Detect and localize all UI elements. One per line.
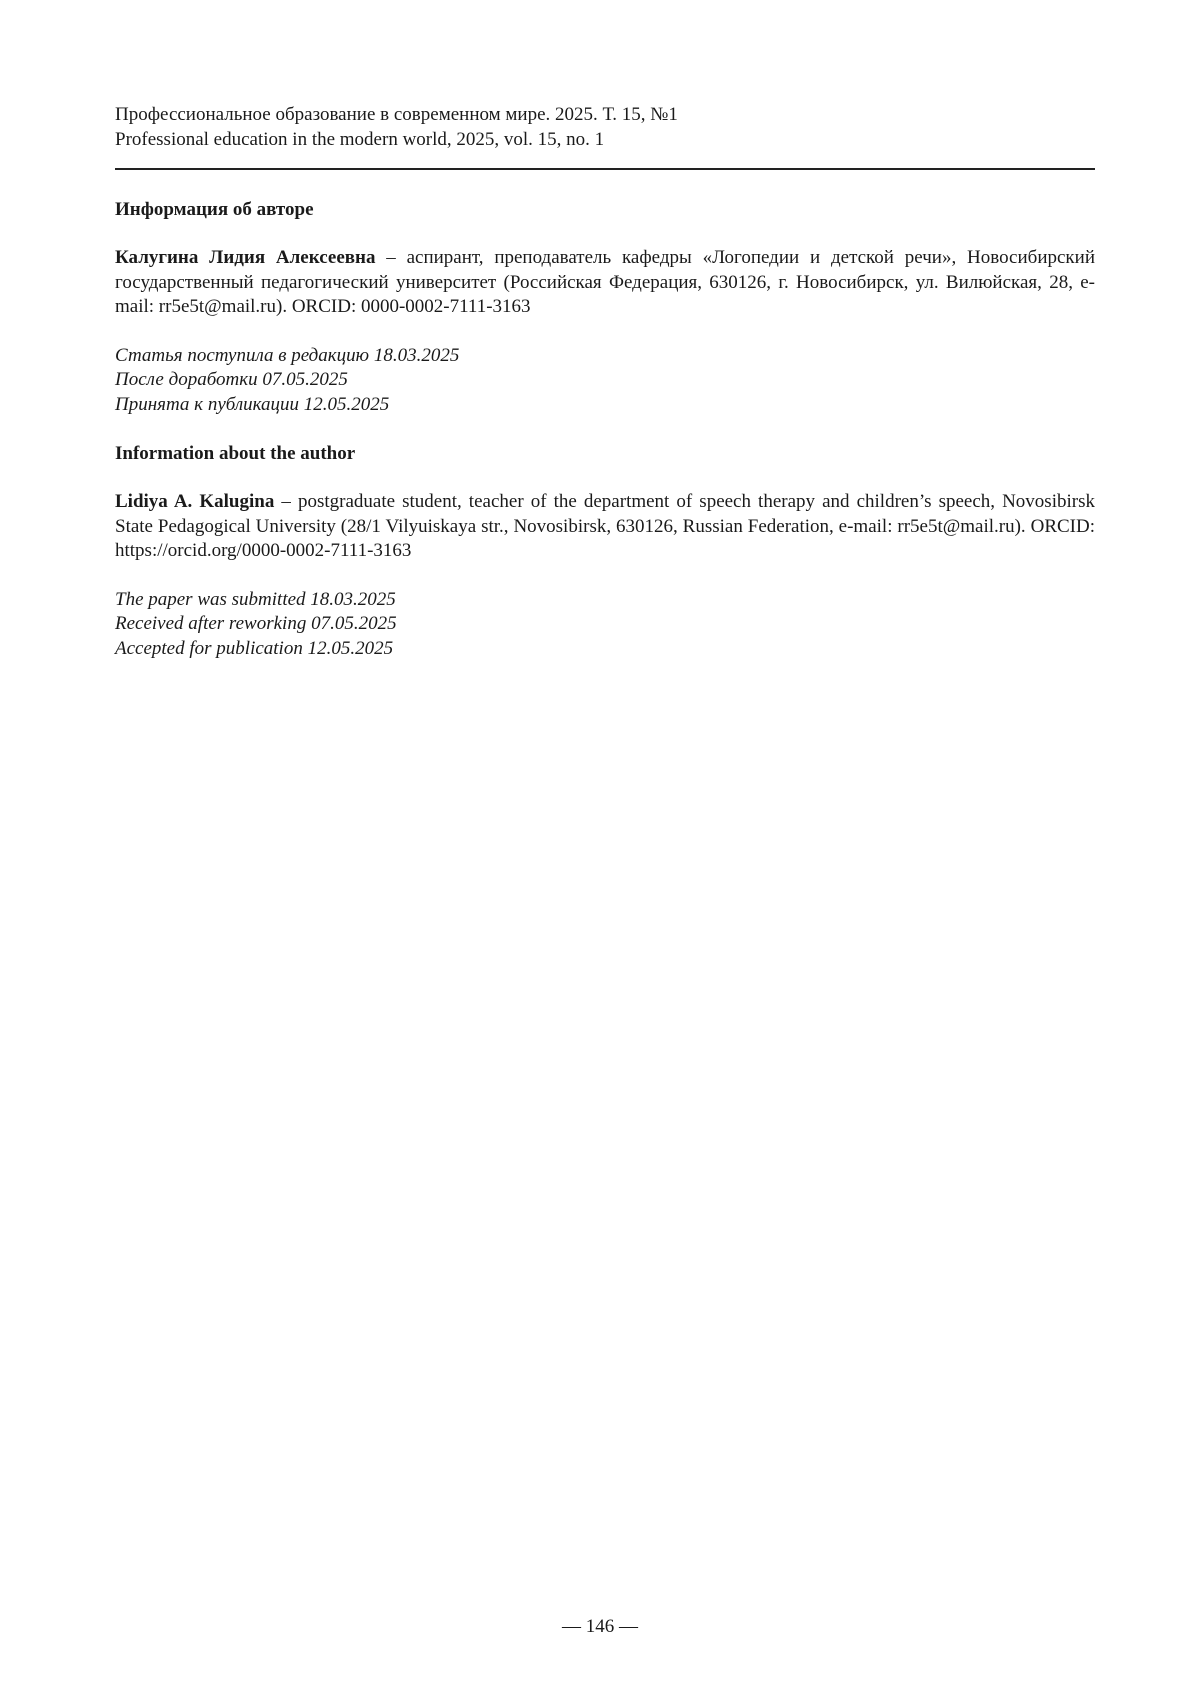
journal-title-ru: Профессиональное образование в современном мире. 2025. Т. 15, №1 — [115, 104, 678, 125]
header-divider — [115, 168, 1095, 170]
author-info-heading-ru: Информация об авторе — [115, 199, 314, 220]
revised-date-ru: После доработки 07.05.2025 — [115, 369, 348, 390]
author-bio-ru — [115, 246, 1095, 320]
submitted-date-en: The paper was submitted 18.03.2025 — [115, 588, 396, 610]
author-bio-en — [115, 490, 1095, 564]
document-page — [115, 102, 1095, 661]
author-info-heading-en: Information about the author — [115, 443, 356, 464]
author-name-en: Lidiya A. Kalugina — [115, 491, 275, 512]
article-dates-en — [115, 588, 1095, 662]
journal-title-en: Professional education in the modern world, 2025, vol. 15, no. 1 — [115, 129, 605, 150]
running-head — [115, 102, 1095, 152]
page-number: — 146 — — [562, 1616, 638, 1637]
accepted-date-en: Accepted for publication 12.05.2025 — [115, 637, 394, 659]
article-dates-ru — [115, 344, 1095, 418]
author-description-en: – postgraduate student, teacher of the department of speech therapy and children’s speech, Novosibirsk State Pedagogical University (28/1 Vilyuiskaya str., Novosibirsk, 630126, Russian Federation, e-mail: rr5e5t@mail.ru). ORCID: https://orcid.org/0000-0002-7111-3163 — [115, 491, 1095, 561]
accepted-date-ru: Принята к публикации 12.05.2025 — [115, 393, 390, 415]
submitted-date-ru: Статья поступила в редакцию 18.03.2025 — [115, 344, 460, 366]
author-description-ru: – аспирант, преподаватель кафедры «Логопедии и детской речи», Новосибирский государственный педагогический университет (Российская Федерация, 630126, г. Новосибирск, ул. Вилюйская, 28, e-mail: rr5e5t@mail.ru). ORCID: 0000-0002-7111-3163 — [115, 247, 1095, 317]
revised-date-en: Received after reworking 07.05.2025 — [115, 613, 397, 634]
author-name-ru: Калугина Лидия Алексеевна — [115, 247, 376, 268]
